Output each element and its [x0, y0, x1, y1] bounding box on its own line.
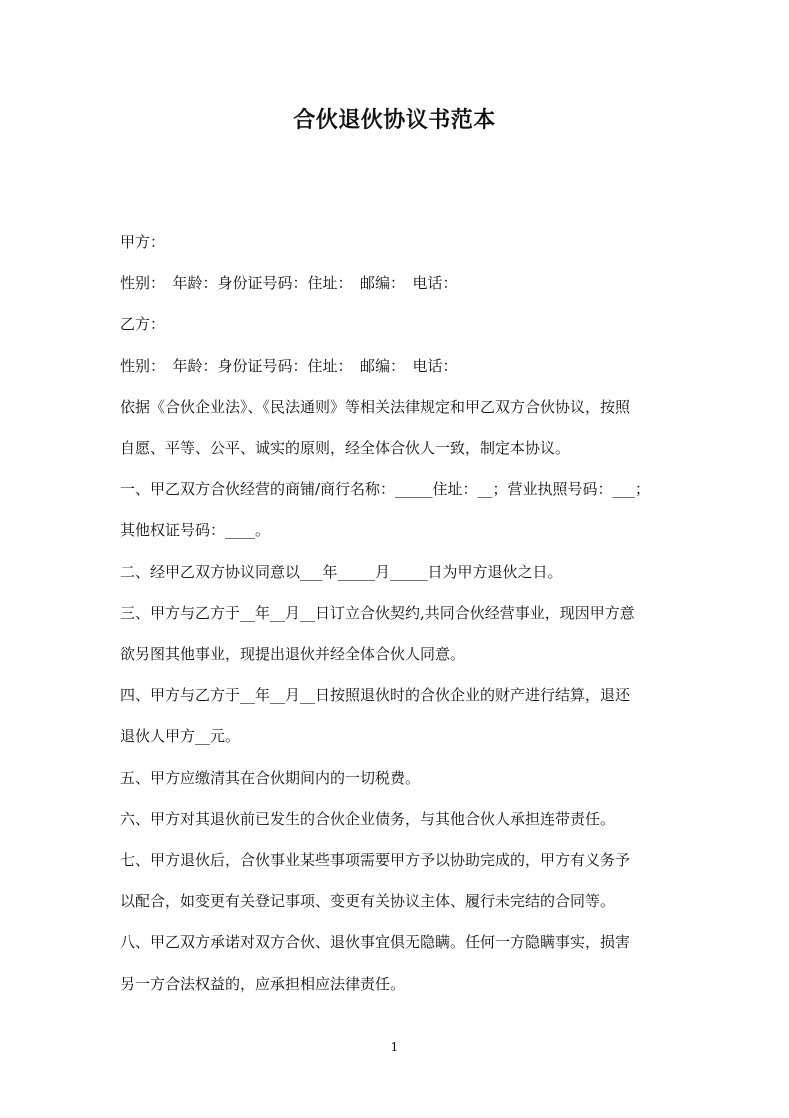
page-number: 1	[390, 1040, 399, 1054]
party-b-details: 性别： 年龄：身份证号码：住址： 邮编： 电话：	[120, 356, 458, 375]
clause-8-line-1: 八、甲乙双方承诺对双方合伙、退伙事宜俱无隐瞒。任何一方隐瞒事实，损害	[120, 933, 631, 952]
party-a-details: 性别： 年龄：身份证号码：住址： 邮编： 电话：	[120, 274, 458, 293]
clause-4-line-2: 退伙人甲方__元。	[120, 727, 241, 746]
party-b-label: 乙方：	[120, 315, 166, 334]
clause-3-line-1: 三、甲方与乙方于__年__月__日订立合伙契约,共同合伙经营事业，现因甲方意	[120, 603, 635, 622]
clause-8-line-2: 另一方合法权益的，应承担相应法律责任。	[120, 974, 406, 993]
document-body	[120, 222, 680, 1005]
clause-7-line-1: 七、甲方退伙后，合伙事业某些事项需要甲方予以协助完成的，甲方有义务予	[120, 851, 631, 870]
preamble-line-1: 依据《合伙企业法》、《民法通则》等相关法律规定和甲乙双方合伙协议，按照	[120, 397, 631, 416]
clause-4-line-1: 四、甲方与乙方于__年__月__日按照退伙时的合伙企业的财产进行结算，退还	[120, 686, 631, 705]
clause-1-line-1: 一、甲乙双方合伙经营的商铺/商行名称：_____住址：__；营业执照号码：___；	[120, 480, 651, 499]
clause-5-line-1: 五、甲方应缴清其在合伙期间内的一切税费。	[120, 768, 421, 787]
clause-6-line-1: 六、甲方对其退伙前已发生的合伙企业债务，与其他合伙人承担连带责任。	[120, 809, 616, 828]
clause-7-line-2: 以配合，如变更有关登记事项、变更有关协议主体、履行未完结的合同等。	[120, 892, 616, 911]
clause-1-line-2: 其他权证号码：____。	[120, 521, 271, 540]
preamble-line-2: 自愿、平等、公平、诚实的原则，经全体合伙人一致，制定本协议。	[120, 439, 571, 458]
document-title: 合伙退伙协议书范本	[293, 108, 496, 133]
clause-2-line-1: 二、经甲乙双方协议同意以___年_____月_____日为甲方退伙之日。	[120, 562, 563, 581]
party-a-label: 甲方：	[120, 233, 166, 251]
clause-3-line-2: 欲另图其他事业，现提出退伙并经全体合伙人同意。	[120, 645, 466, 664]
